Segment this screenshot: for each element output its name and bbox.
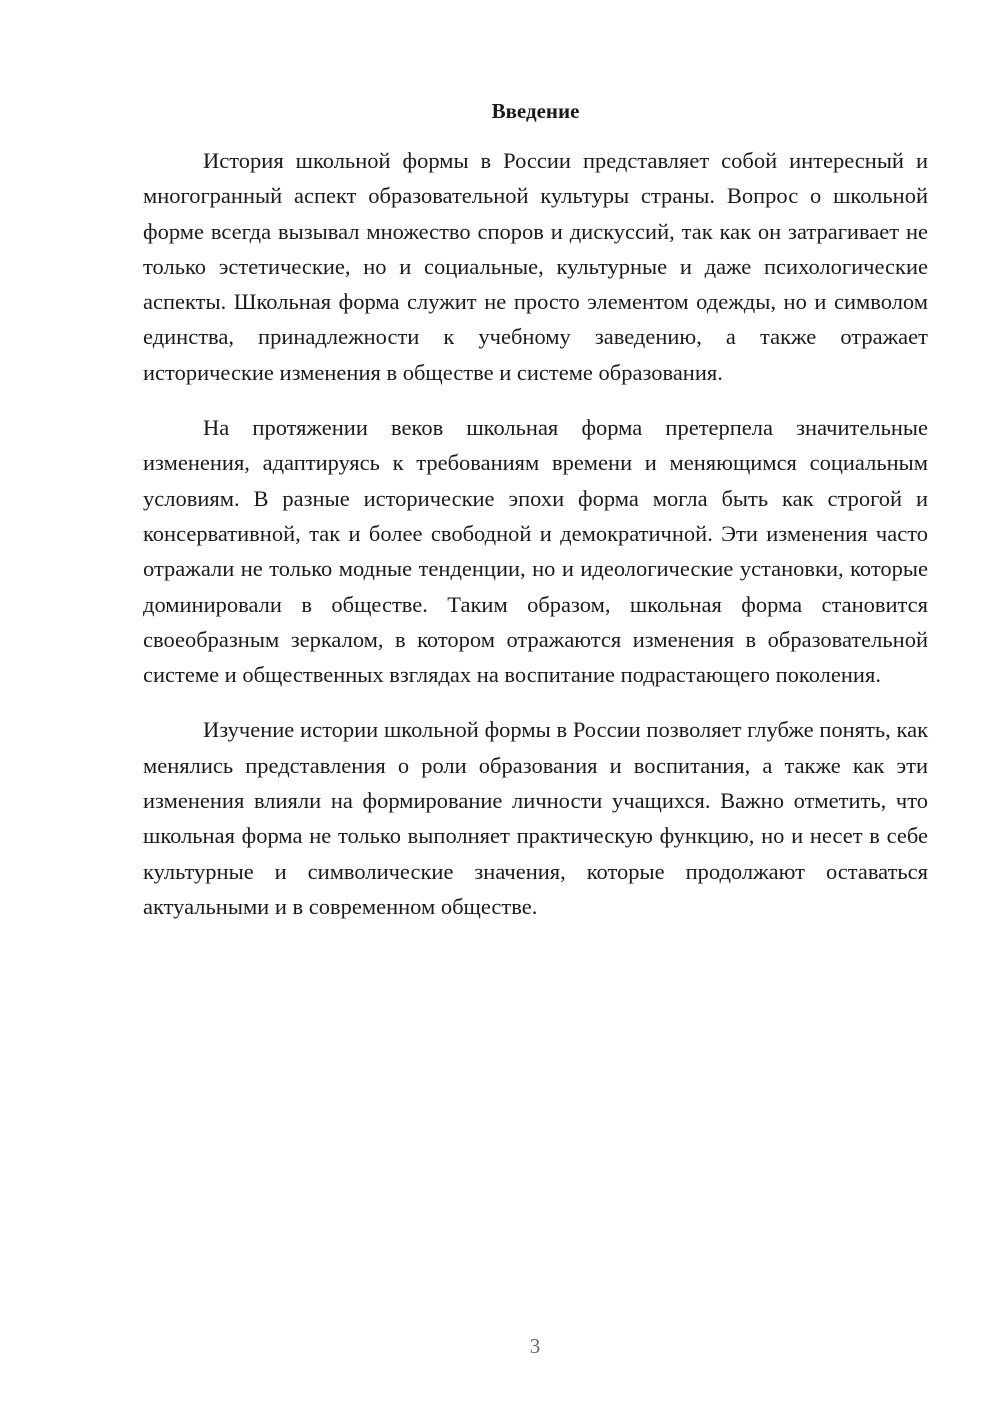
paragraph-1: История школьной формы в России представляет собой интересный и многогранный аспект образовательной культуры страны. Вопрос о школьной форме всегда вызывал множество споров и дискуссий, так как он затрагивает не только эстетические, но и социальные, культурные и даже психологические аспекты. Школьная форма служит не просто элементом одежды, но и символом единства, принадлежности к учебному заведению, а также отражает исторические изменения в обществе и системе образования. bbox=[143, 148, 928, 385]
paragraph-3: Изучение истории школьной формы в России позволяет глубже понять, как менялись представления о роли образования и воспитания, а также как эти изменения влияли на формирование личности учащихся. Важно отметить, что школьная форма не только выполняет практическую функцию, но и несет в себе культурные и символические значения, которые продолжают оставаться актуальными и в современном обществе. bbox=[143, 717, 928, 919]
page-title: Введение bbox=[491, 99, 580, 123]
paragraph-2: На протяжении веков школьная форма претерпела значительные изменения, адаптируясь к требованиям времени и меняющимся социальным условиям. В разные исторические эпохи форма могла быть как строгой и консервативной, так и более свободной и демократичной. Эти изменения часто отражали не только модные тенденции, но и идеологические установки, которые доминировали в обществе. Таким образом, школьная форма становится своеобразным зеркалом, в котором отражаются изменения в образовательной системе и общественных взглядах на воспитание подрастающего поколения. bbox=[143, 415, 928, 688]
body-text bbox=[143, 143, 928, 944]
page-number: 3 bbox=[529, 1334, 541, 1358]
